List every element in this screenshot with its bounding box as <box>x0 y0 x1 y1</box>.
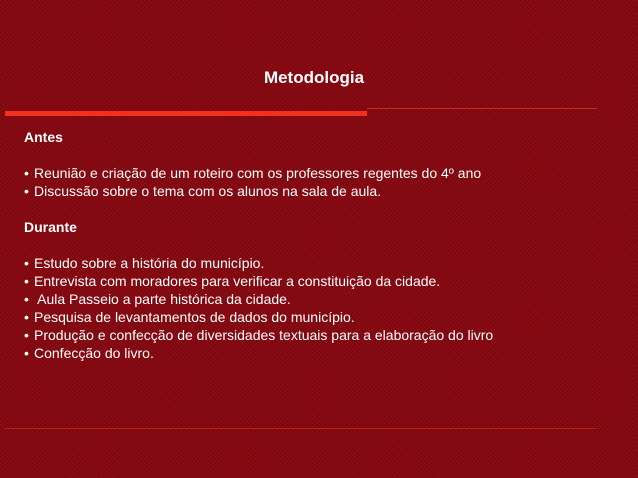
section-heading-antes: Antes <box>24 129 63 145</box>
list-item-text: Confecção do livro. <box>34 345 154 361</box>
spacer <box>24 200 624 218</box>
bullet-icon: • <box>24 327 29 343</box>
spacer <box>24 146 624 164</box>
spacer <box>24 236 624 254</box>
list-item <box>24 290 624 308</box>
list-item-text: Entrevista com moradores para verificar a constituição da cidade. <box>34 273 441 289</box>
list-item <box>24 254 624 272</box>
list-item <box>24 164 624 182</box>
bullet-icon: • <box>24 345 29 361</box>
list-item-text: Aula Passeio a parte histórica da cidade. <box>34 291 291 307</box>
slide-title: Metodologia <box>263 68 365 87</box>
list-item <box>24 182 624 200</box>
title-underline-thin <box>367 108 597 109</box>
bullet-icon: • <box>24 291 29 307</box>
bullet-list-antes <box>24 164 624 200</box>
title-underline-accent <box>5 111 367 116</box>
bullet-list-durante <box>24 254 624 362</box>
list-item-text: Discussão sobre o tema com os alunos na sala de aula. <box>34 183 382 199</box>
bullet-icon: • <box>24 273 29 289</box>
list-item <box>24 272 624 290</box>
footer-divider <box>5 428 597 429</box>
bullet-icon: • <box>24 183 29 199</box>
slide-body <box>24 128 624 362</box>
list-item-text: Estudo sobre a história do município. <box>34 255 265 271</box>
bullet-icon: • <box>24 309 29 325</box>
section-heading-durante: Durante <box>24 219 77 235</box>
list-item-text: Pesquisa de levantamentos de dados do município. <box>34 309 355 325</box>
list-item <box>24 308 624 326</box>
bullet-icon: • <box>24 165 29 181</box>
list-item <box>24 344 624 362</box>
list-item-text: Reunião e criação de um roteiro com os professores regentes do 4º ano <box>34 165 482 181</box>
list-item <box>24 326 624 344</box>
bullet-icon: • <box>24 255 29 271</box>
list-item-text: Produção e confecção de diversidades textuais para a elaboração do livro <box>34 327 494 343</box>
